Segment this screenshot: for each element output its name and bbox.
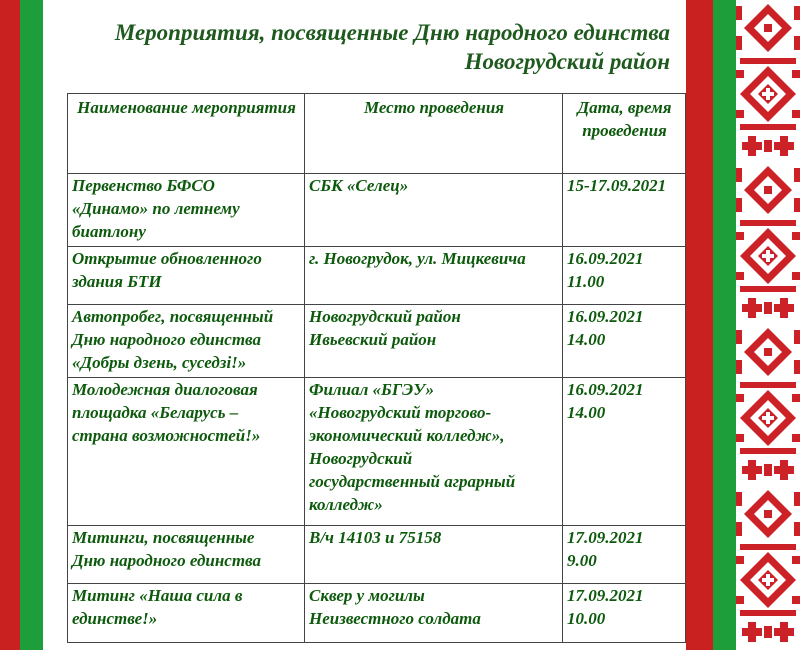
header-event-name: Наименование мероприятия <box>68 94 305 174</box>
event-date-cell: 16.09.2021 11.00 <box>563 247 686 305</box>
event-name-cell: Митинг «Наша сила в единстве!» <box>68 584 305 643</box>
table-row <box>68 526 686 584</box>
event-name-cell: Молодежная диалоговая площадка «Беларусь – страна возможностей!» <box>68 378 305 526</box>
event-place-cell: Сквер у могилы Неизвестного солдата <box>305 584 563 643</box>
event-date-cell: 17.09.2021 9.00 <box>563 526 686 584</box>
event-name-cell: Автопробег, посвященный Дню народного единства «Добры дзень, суседзі!» <box>68 305 305 378</box>
table-row <box>68 584 686 643</box>
event-date-cell: 17.09.2021 10.00 <box>563 584 686 643</box>
right-flag-green-stripe <box>713 0 736 650</box>
event-place-cell: Филиал «БГЭУ» «Новогрудский торгово- экономический колледж», Новогрудский государственный аграрный колледж» <box>305 378 563 526</box>
left-flag-green-stripe <box>20 0 43 650</box>
table-row <box>68 378 686 526</box>
event-name-cell: Митинги, посвященные Дню народного единства <box>68 526 305 584</box>
event-date-cell: 16.09.2021 14.00 <box>563 378 686 526</box>
event-place-cell: В/ч 14103 и 75158 <box>305 526 563 584</box>
event-place-cell: СБК «Селец» <box>305 174 563 247</box>
event-date-cell: 15-17.09.2021 <box>563 174 686 247</box>
left-flag-red-stripe <box>0 0 20 650</box>
table-row <box>68 305 686 378</box>
event-place-cell: Новогрудский район Ивьевский район <box>305 305 563 378</box>
events-table <box>67 93 686 643</box>
event-name-cell: Открытие обновленного здания БТИ <box>68 247 305 305</box>
table-row <box>68 247 686 305</box>
national-ornament-strip <box>736 0 800 650</box>
ornament-pattern <box>736 0 800 650</box>
event-place-cell: г. Новогрудок, ул. Мицкевича <box>305 247 563 305</box>
table-header-row <box>68 94 686 174</box>
right-flag-red-stripe <box>686 0 713 650</box>
header-date-time: Дата, время проведения <box>563 94 686 174</box>
page-title <box>50 18 670 76</box>
title-line-2: Новогрудский район <box>464 49 670 74</box>
header-place: Место проведения <box>305 94 563 174</box>
event-date-cell: 16.09.2021 14.00 <box>563 305 686 378</box>
table-row <box>68 174 686 247</box>
event-name-cell: Первенство БФСО «Динамо» по летнему биатлону <box>68 174 305 247</box>
title-line-1: Мероприятия, посвященные Дню народного единства <box>114 20 670 45</box>
